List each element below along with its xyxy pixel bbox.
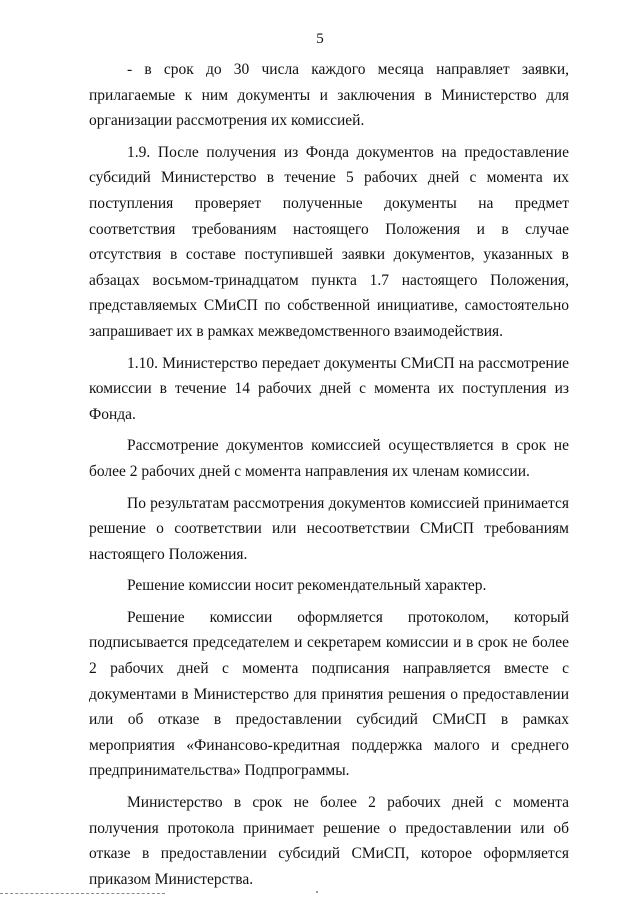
- paragraph: Решение комиссии оформляется протоколом, который подписывается председателем и секретарем комиссии и в срок не более 2 рабочих дней с момента подписания направляется вместе с документами в Министерство для принятия решения о предоставлении или об отказе в предоставлении субсидий СМиСП в рамках мероприятия «Финансово-кредитная поддержка малого и среднего предпринимательства» Подпрограммы.: [89, 608, 569, 780]
- paragraph: Рассмотрение документов комиссией осуществляется в срок не более 2 рабочих дней с момента направления их членам комиссии.: [89, 437, 569, 480]
- paragraph: Министерство в срок не более 2 рабочих дней с момента получения протокола принимает решение о предоставлении или об отказе в предоставлении субсидий СМиСП, которое оформляется приказом Министерства.: [89, 794, 569, 888]
- document-body: [89, 57, 569, 898]
- paragraph: По результатам рассмотрения документов комиссией принимается решение о соответствии или несоответствии СМиСП требованиям настоящего Положения.: [89, 494, 569, 563]
- paragraph: - в срок до 30 числа каждого месяца направляет заявки, прилагаемые к ним документы и заключения в Министерство для организации рассмотрения их комиссией.: [89, 61, 569, 130]
- page-number: 5: [316, 31, 324, 47]
- paragraph: Решение комиссии носит рекомендательный характер.: [127, 577, 487, 595]
- paragraph: 1.10. Министерство передает документы СМиСП на рассмотрение комиссии в течение 14 рабочих дней с момента их поступления из Фонда.: [89, 354, 569, 423]
- footer-divider: [0, 893, 165, 894]
- scan-mark: [316, 891, 318, 893]
- paragraph: 1.9. После получения из Фонда документов на предоставление субсидий Министерство в течение 5 рабочих дней с момента их поступления проверяет полученные документы на предмет соответствия требованиям настоящего Положения и в случае отсутствия в составе поступившей заявки документов, указанных в абзацах восьмом-тринадцатом пункта 1.7 настоящего Положения, представляемых СМиСП по собственной инициативе, самостоятельно запрашивает их в рамках межведомственного взаимодействия.: [89, 143, 569, 340]
